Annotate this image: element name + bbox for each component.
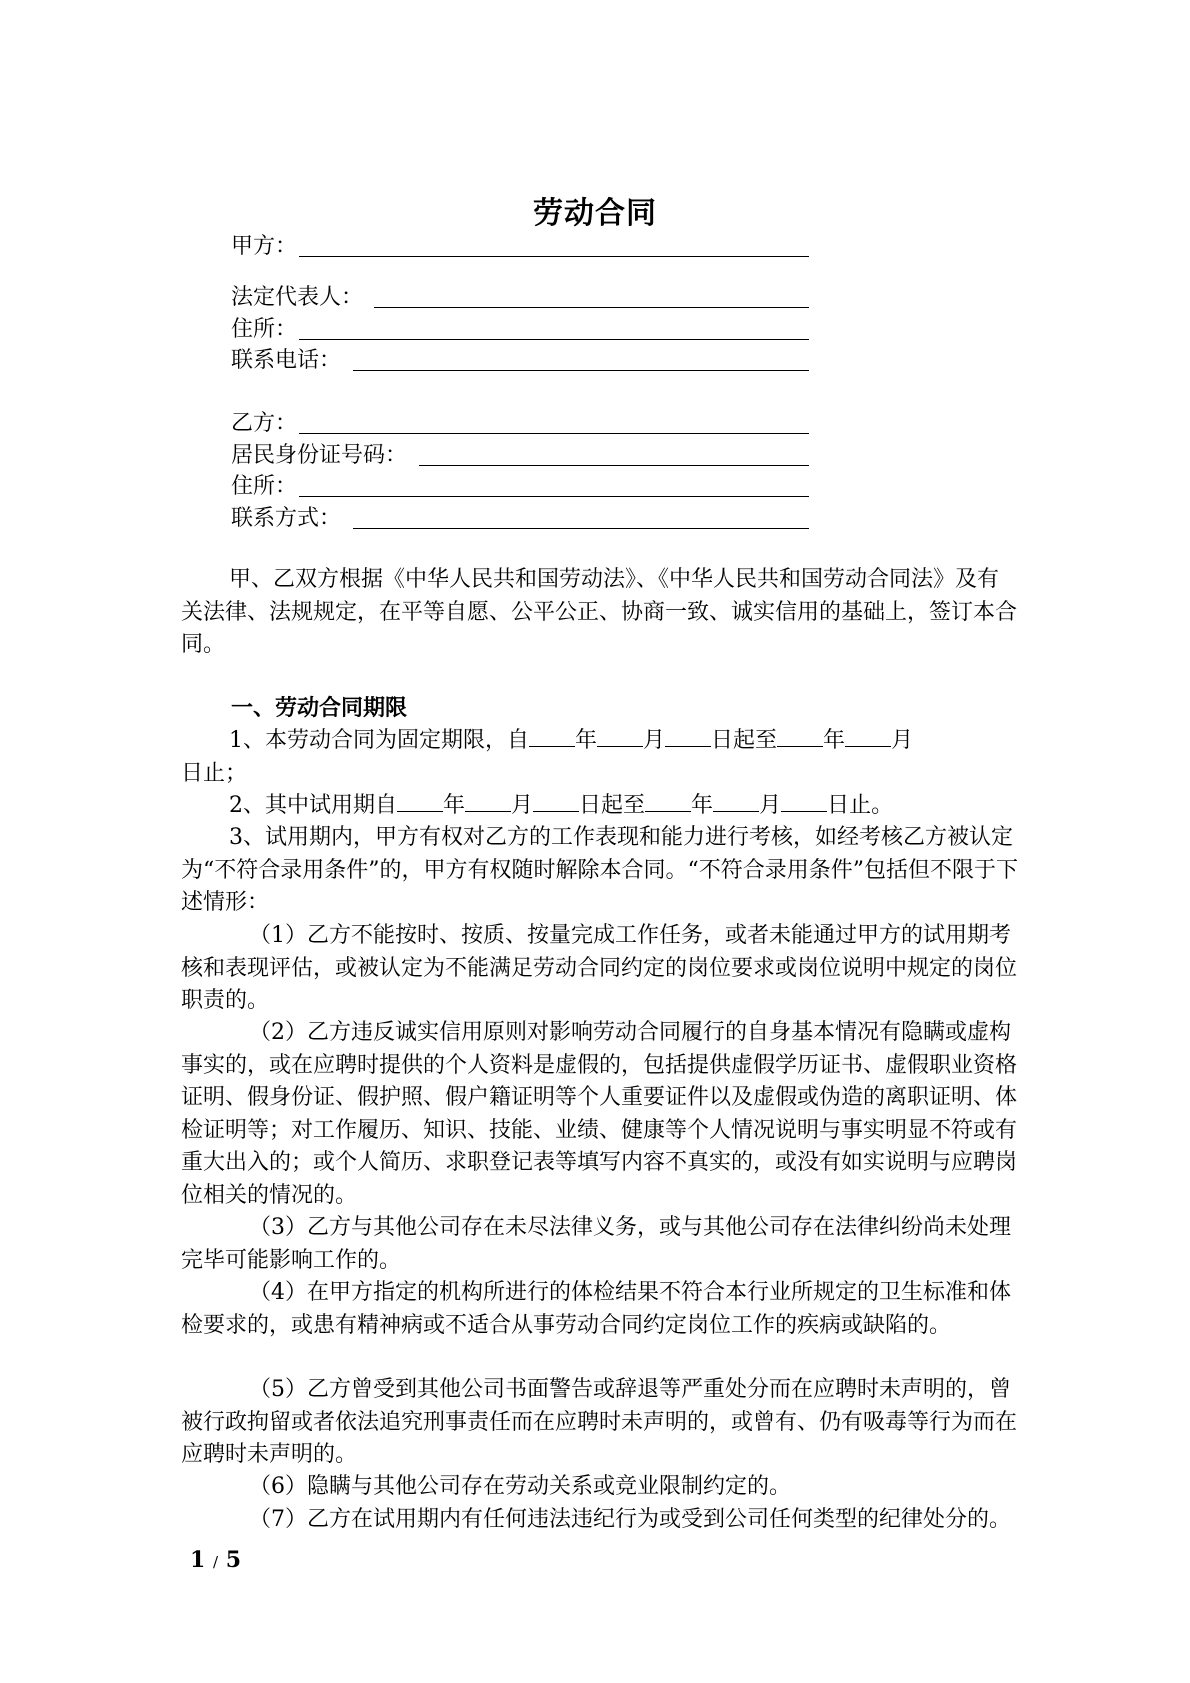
party-a-representative-label: 法定代表人： [231, 285, 364, 310]
party-b-contact-label: 联系方式： [231, 506, 342, 531]
party-a-name-field [231, 232, 297, 262]
clause-item-2: （2）乙方违反诚实信用原则对影响劳动合同履行的自身基本情况有隐瞒或虚构事实的，或在应聘时提供的个人资料是虚假的，包括提供虚假学历证书、虚假职业资格证明、假身份证、假护照、假户籍证明等个人重要证件以及虚假或伪造的离职证明、体检证明等；对工作履历、知识、技能、业绩、健康等个人情况说明与事实明显不符或有重大出入的；或个人简历、求职登记表等填写内容不真实的，或没有如实说明与应聘岗位相关的情况的。 [181, 1020, 1018, 1208]
probation-start-day-unit: 日起至 [579, 793, 646, 818]
start-month-unit: 月 [643, 728, 666, 753]
page-separator: / [212, 1553, 219, 1571]
clause-1-2 [181, 789, 1018, 823]
probation-start-month-unit: 月 [511, 793, 534, 818]
party-a-phone-blank[interactable] [353, 370, 809, 371]
probation-start-year-blank[interactable] [397, 789, 443, 812]
probation-start-month-blank[interactable] [465, 789, 511, 812]
party-a-representative-field [231, 283, 363, 313]
probation-end-month-unit: 月 [759, 793, 782, 818]
total-pages: 5 [225, 1547, 242, 1573]
start-month-blank[interactable] [597, 724, 643, 747]
clause-1-1 [181, 724, 1018, 790]
start-day-unit: 日起至 [711, 728, 778, 753]
party-b-name-label: 乙方： [231, 411, 298, 436]
clause-1-2-prefix: 2、其中试用期自 [229, 793, 397, 818]
party-b-id-blank[interactable] [419, 465, 809, 466]
party-a-representative-blank[interactable] [374, 307, 809, 308]
party-b-address-blank[interactable] [299, 496, 809, 497]
party-b-contact-field [231, 504, 341, 534]
party-b-name-blank[interactable] [299, 433, 809, 434]
preamble-paragraph: 甲、乙双方根据《中华人民共和国劳动法》、《中华人民共和国劳动合同法》及有关法律、法规规定，在平等自愿、公平公正、协商一致、诚实信用的基础上，签订本合同。 [181, 567, 1018, 657]
clause-item-6: （6）隐瞒与其他公司存在劳动关系或竞业限制约定的。 [249, 1474, 791, 1499]
start-year-blank[interactable] [529, 724, 575, 747]
clause-item-4: （4）在甲方指定的机构所进行的体检结果不符合本行业所规定的卫生标准和体检要求的，或患有精神病或不适合从事劳动合同约定岗位工作的疾病或缺陷的。 [181, 1280, 1011, 1338]
party-a-phone-field [231, 346, 341, 376]
probation-end-year-unit: 年 [691, 793, 714, 818]
probation-end-year-blank[interactable] [645, 789, 691, 812]
party-b-id-label: 居民身份证号码： [231, 443, 408, 468]
party-b-name-field [231, 409, 297, 439]
probation-start-year-unit: 年 [443, 793, 466, 818]
party-a-name-label: 甲方： [231, 234, 298, 259]
page-number [190, 1547, 241, 1573]
clause-item-1: （1）乙方不能按时、按质、按量完成工作任务，或者未能通过甲方的试用期考核和表现评估，或被认定为不能满足劳动合同约定的岗位要求或岗位说明中规定的岗位职责的。 [181, 923, 1018, 1013]
end-year-unit: 年 [823, 728, 846, 753]
probation-end-month-blank[interactable] [713, 789, 759, 812]
start-day-blank[interactable] [665, 724, 711, 747]
start-year-unit: 年 [575, 728, 598, 753]
clause-1-1-prefix: 1、本劳动合同为固定期限，自 [229, 728, 529, 753]
clause-item-3: （3）乙方与其他公司存在未尽法律义务，或与其他公司存在法律纠纷尚未处理完毕可能影响工作的。 [181, 1215, 1011, 1273]
clause-item-5: （5）乙方曾受到其他公司书面警告或辞退等严重处分而在应聘时未声明的，曾被行政拘留或者依法追究刑事责任而在应聘时未声明的，或曾有、仍有吸毒等行为而在应聘时未声明的。 [181, 1377, 1018, 1467]
party-a-name-blank[interactable] [299, 256, 809, 257]
party-b-contact-blank[interactable] [353, 528, 809, 529]
party-a-address-label: 住所： [231, 317, 298, 342]
section-1-heading: 一、劳动合同期限 [231, 695, 408, 721]
party-a-address-field [231, 315, 297, 345]
probation-start-day-blank[interactable] [533, 789, 579, 812]
end-day-unit: 日止； [181, 760, 248, 786]
probation-end-day-unit: 日止。 [827, 793, 894, 818]
party-a-phone-label: 联系电话： [231, 348, 342, 373]
party-b-address-label: 住所： [231, 474, 298, 499]
document-title: 劳动合同 [533, 196, 657, 231]
end-year-blank[interactable] [777, 724, 823, 747]
party-b-id-field [231, 441, 407, 471]
end-month-unit: 月 [891, 728, 914, 753]
party-a-address-blank[interactable] [299, 339, 809, 340]
party-b-address-field [231, 472, 297, 502]
clause-1-3: 3、试用期内，甲方有权对乙方的工作表现和能力进行考核，如经考核乙方被认定为“不符合录用条件”的，甲方有权随时解除本合同。“不符合录用条件”包括但不限于下述情形： [181, 825, 1018, 915]
end-month-blank[interactable] [845, 724, 891, 747]
clause-item-7: （7）乙方在试用期内有任何违法违纪行为或受到公司任何类型的纪律处分的。 [249, 1507, 1011, 1532]
probation-end-day-blank[interactable] [781, 789, 827, 812]
current-page: 1 [190, 1547, 206, 1573]
